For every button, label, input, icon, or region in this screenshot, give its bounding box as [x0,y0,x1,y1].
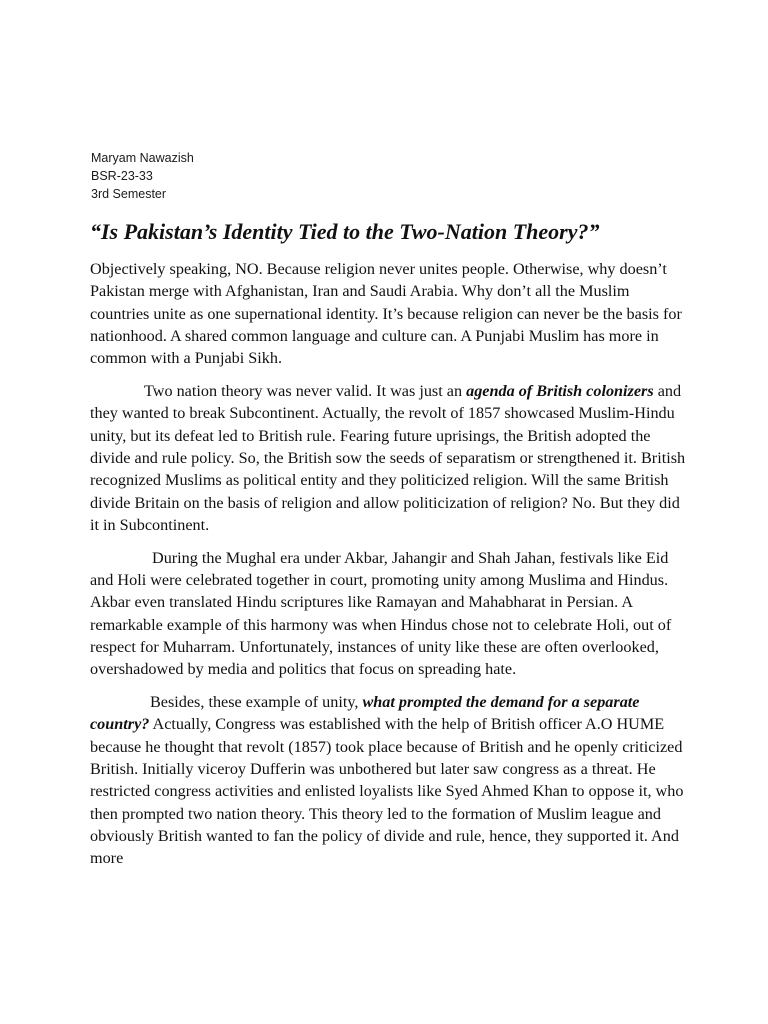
paragraph-2 [90,380,690,536]
author-name: Maryam Nawazish [91,151,194,165]
paragraph-2-text-end: and they wanted to break Subcontinent. Actually, the revolt of 1857 showcased Muslim-Hindu unity, but its defeat led to British rule. Fearing future uprisings, the British adopted the divide and rule policy. So, the British sow the seeds of separatism or strengthened it. British recognized Muslims as political entity and they politicized religion. Will the same British divide Britain on the basis of religion and allow politicization of religion? No. But they did it in Subcontinent. [90,382,686,534]
paragraph-4-text-start: Besides, these example of unity, [150,693,363,712]
paragraph-4-emphasis: what prompted the demand for a separate country? [90,693,640,734]
paragraph-2-emphasis: agenda of British colonizers [466,382,654,401]
paragraph-1: Objectively speaking, NO. Because religion never unites people. Otherwise, why doesn’t Pakistan merge with Afghanistan, Iran and Saudi Arabia. Why don’t all the Muslim countries unite as one supernational identity. It’s because religion can never be the basis for nationhood. A shared common language and culture can. A Punjabi Muslim has more in common with a Punjabi Sikh. [90,260,682,368]
document-body [90,258,690,880]
author-block [91,149,194,203]
semester: 3rd Semester [91,187,167,201]
document-title: “Is Pakistan’s Identity Tied to the Two-Nation Theory?” [90,219,600,244]
paragraph-4-text-end: Actually, Congress was established with the help of British officer A.O HUME because he thought that revolt (1857) took place because of British and he openly criticized British. Initially viceroy Dufferin was unbothered but later saw congress as a threat. He restricted congress activities and enlisted loyalists like Syed Ahmed Khan to oppose it, who then prompted two nation theory. This theory led to the formation of Muslim league and obviously British wanted to fan the policy of divide and rule, hence, they supported it. And more [90,715,684,868]
paragraph-4 [90,691,690,869]
paragraph-3: During the Mughal era under Akbar, Jahangir and Shah Jahan, festivals like Eid and Holi were celebrated together in court, promoting unity among Muslima and Hindus. Akbar even translated Hindu scriptures like Ramayan and Mahabharat in Persian. A remarkable example of this harmony was when Hindus chose not to celebrate Holi, out of respect for Muharram. Unfortunately, instances of unity like these are often overlooked, overshadowed by media and politics that focus on spreading hate. [90,548,672,679]
roll-number: BSR-23-33 [91,169,153,183]
paragraph-2-text-start: Two nation theory was never valid. It was just an [144,382,467,401]
